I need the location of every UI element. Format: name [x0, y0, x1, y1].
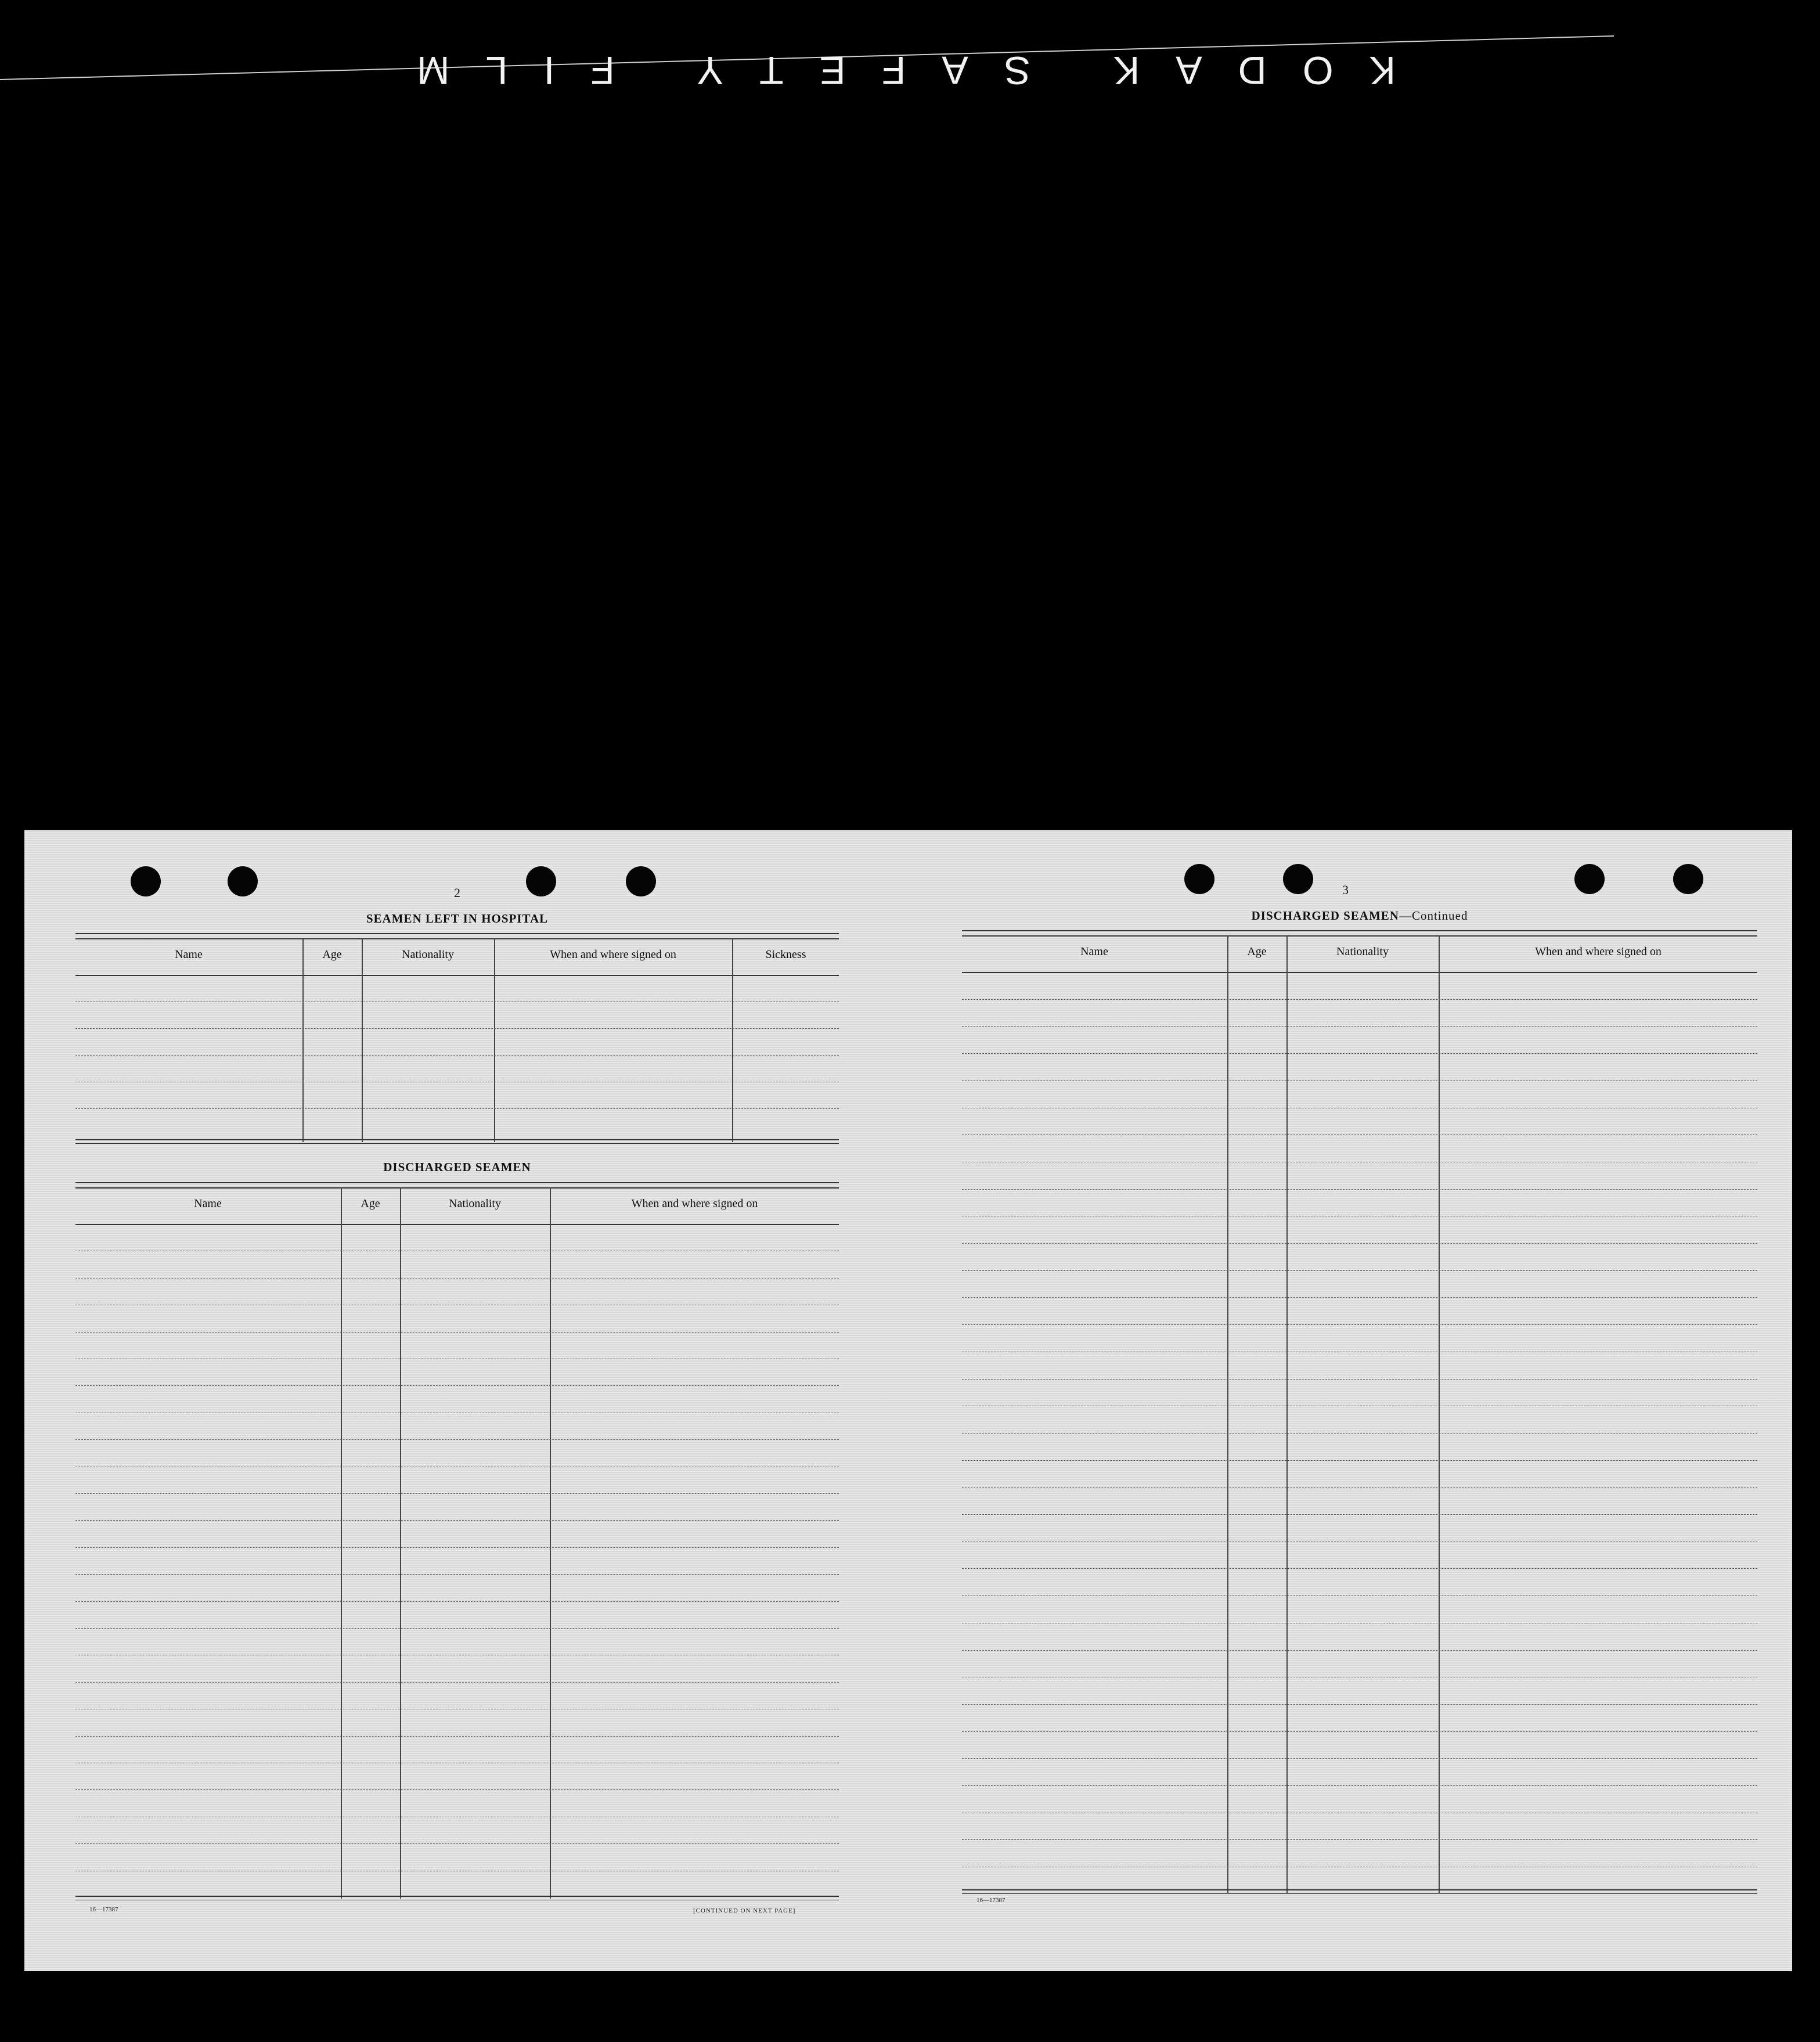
column-divider [1439, 935, 1440, 1893]
column-divider [341, 1187, 342, 1899]
table-row [75, 1682, 839, 1683]
continued-note: [CONTINUED ON NEXT PAGE] [693, 1907, 796, 1914]
table-row [75, 1055, 839, 1056]
column-header-name: Name [175, 948, 203, 961]
column-header-nationality: Nationality [1336, 945, 1389, 958]
hospital-section-title: SEAMEN LEFT IN HOSPITAL [366, 912, 549, 925]
table-bottom-rule [75, 1139, 839, 1144]
punch-hole [1283, 864, 1313, 894]
column-header-signed-on: When and where signed on [550, 948, 676, 961]
table-row [75, 1601, 839, 1602]
film-edge-label: KODAK SAFETY FILM [381, 48, 1396, 92]
table-bottom-rule [962, 1889, 1757, 1894]
table-header-rule [75, 975, 839, 976]
discharged-continued-title-suffix: —Continued [1399, 909, 1468, 923]
punch-hole [1673, 864, 1703, 894]
column-header-signed-on: When and where signed on [631, 1197, 758, 1210]
discharged-continued-title [962, 909, 1757, 923]
column-divider [302, 938, 304, 1142]
table-row [75, 1736, 839, 1737]
column-header-nationality: Nationality [449, 1197, 501, 1210]
table-row [962, 1568, 1757, 1569]
table-row [75, 1520, 839, 1521]
column-header-signed-on: When and where signed on [1535, 945, 1662, 958]
page-number-left: 2 [454, 885, 460, 900]
table-bottom-rule [75, 1896, 839, 1900]
column-divider [550, 1187, 551, 1899]
table-header-rule [962, 972, 1757, 973]
table-row [962, 1650, 1757, 1651]
page-number-right: 3 [1342, 883, 1349, 897]
table-row [962, 1433, 1757, 1434]
column-divider [362, 938, 363, 1142]
table-row [962, 1053, 1757, 1054]
column-header-name: Name [1080, 945, 1108, 958]
table-row [962, 1460, 1757, 1461]
table-header-rule [75, 1224, 839, 1225]
table-row [75, 1108, 839, 1109]
table-row [962, 1487, 1757, 1488]
table-row [75, 1789, 839, 1790]
table-row [962, 1243, 1757, 1244]
table-top-rule [962, 930, 1757, 937]
table-row [962, 1514, 1757, 1515]
column-divider [494, 938, 495, 1142]
form-number-left: 16—17387 [89, 1906, 118, 1913]
table-row [962, 1839, 1757, 1840]
table-row [75, 1493, 839, 1494]
film-edge-band [0, 0, 1820, 151]
table-row [75, 1628, 839, 1629]
discharged-continued-table [962, 930, 1757, 1893]
table-top-rule [75, 933, 839, 939]
table-top-rule [75, 1182, 839, 1189]
column-header-name: Name [194, 1197, 222, 1210]
table-row [962, 1758, 1757, 1759]
discharged-table [75, 1182, 839, 1899]
punch-hole [131, 866, 161, 896]
punch-hole [526, 866, 556, 896]
punch-hole [626, 866, 656, 896]
discharged-continued-title-main: DISCHARGED SEAMEN [1251, 909, 1399, 923]
table-row [962, 1731, 1757, 1732]
column-header-sickness: Sickness [765, 948, 806, 961]
table-row [962, 1026, 1757, 1027]
punch-hole [1184, 864, 1214, 894]
column-header-nationality: Nationality [402, 948, 454, 961]
table-row [962, 1189, 1757, 1190]
column-divider [1227, 935, 1228, 1893]
table-row [962, 1297, 1757, 1298]
table-row [962, 1324, 1757, 1325]
table-row [75, 1843, 839, 1844]
table-row [75, 1439, 839, 1440]
table-row [962, 999, 1757, 1000]
table-row [962, 1379, 1757, 1380]
column-header-age: Age [322, 948, 342, 961]
table-row [75, 1028, 839, 1029]
punch-hole [228, 866, 258, 896]
hospital-table [75, 933, 839, 1142]
table-row [962, 1270, 1757, 1271]
form-number-right: 16—17387 [976, 1897, 1005, 1904]
punch-hole [1574, 864, 1605, 894]
table-row [75, 1385, 839, 1386]
document-sheet [24, 830, 1792, 1971]
table-row [962, 1704, 1757, 1705]
table-row [75, 1547, 839, 1548]
column-header-age: Age [361, 1197, 380, 1210]
column-header-age: Age [1247, 945, 1267, 958]
column-divider [400, 1187, 401, 1899]
table-row [75, 1574, 839, 1575]
column-divider [1286, 935, 1288, 1893]
table-row [962, 1785, 1757, 1786]
discharged-section-title: DISCHARGED SEAMEN [383, 1160, 531, 1174]
column-divider [732, 938, 733, 1142]
